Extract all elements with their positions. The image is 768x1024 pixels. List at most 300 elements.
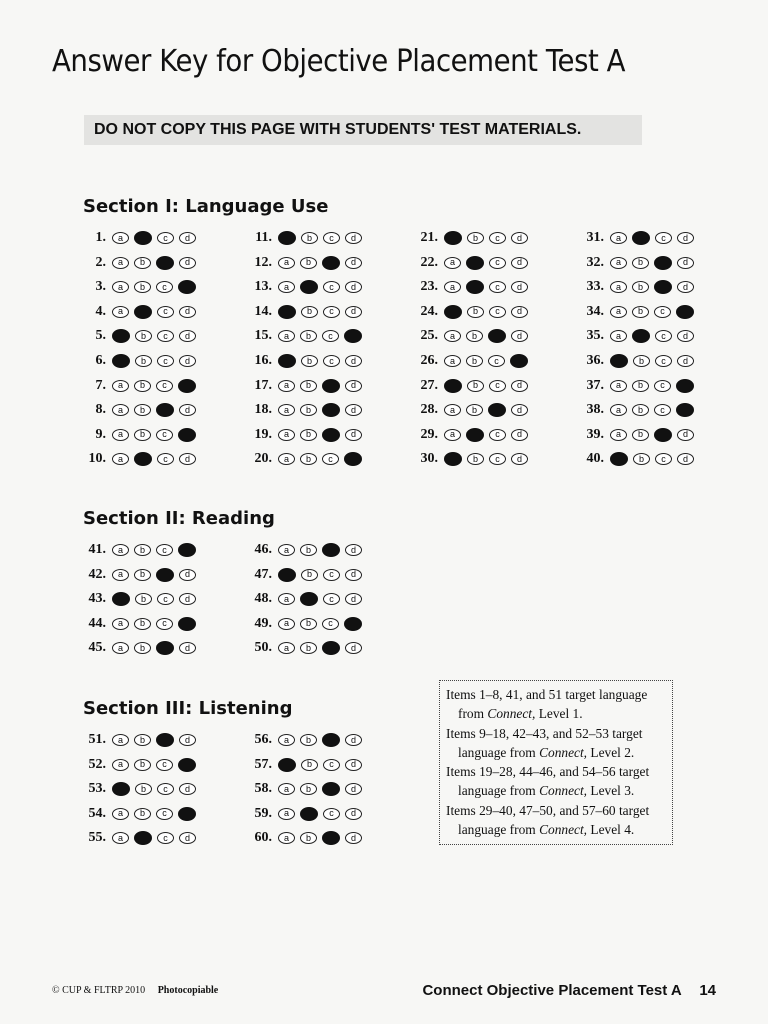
option-bubble-d: d	[511, 330, 528, 342]
level-note: Items 9–18, 42–43, and 52–53 target language from Connect, Level 2.	[446, 725, 643, 760]
answer-item	[578, 277, 699, 297]
item-number: 20.	[254, 451, 272, 467]
item-number: 10.	[88, 451, 106, 467]
option-bubble-c: c	[157, 330, 174, 342]
item-number: 34.	[586, 303, 604, 319]
filled-answer-bubble	[178, 543, 196, 557]
item-number: 22.	[420, 254, 438, 270]
option-bubble-b: b	[301, 306, 318, 318]
answer-item	[80, 449, 201, 469]
option-bubble-c: c	[157, 453, 174, 465]
copyright-text: © CUP & FLTRP 2010	[52, 985, 146, 996]
answer-item	[246, 277, 367, 297]
option-bubble-a: a	[278, 404, 295, 416]
item-number: 26.	[420, 353, 438, 368]
option-bubble-a: a	[278, 618, 295, 630]
filled-answer-bubble	[178, 807, 196, 821]
item-number: 9.	[95, 426, 106, 442]
option-bubble-c: c	[489, 257, 506, 269]
filled-answer-bubble	[156, 641, 174, 655]
item-number: 17.	[254, 377, 272, 393]
item-number: 12.	[254, 254, 272, 270]
option-bubble-c: c	[156, 281, 173, 293]
option-bubble-d: d	[179, 330, 196, 342]
option-bubble-c: c	[156, 429, 173, 441]
option-bubble-a: a	[278, 832, 295, 844]
option-bubble-c: c	[156, 808, 173, 820]
item-number: 43.	[88, 591, 106, 607]
option-bubble-d: d	[179, 734, 196, 746]
answer-item	[80, 376, 201, 396]
answer-item	[578, 228, 699, 248]
answer-item	[412, 449, 533, 469]
option-bubble-b: b	[300, 257, 317, 269]
answer-item	[246, 638, 367, 658]
answer-item	[80, 277, 201, 297]
option-bubble-b: b	[466, 330, 483, 342]
option-bubble-d: d	[677, 232, 694, 244]
option-bubble-d: d	[179, 232, 196, 244]
option-bubble-a: a	[112, 642, 129, 654]
answer-item	[80, 589, 201, 609]
filled-answer-bubble	[178, 617, 196, 631]
option-bubble-c: c	[157, 593, 174, 605]
option-bubble-d: d	[345, 808, 362, 820]
option-bubble-a: a	[278, 783, 295, 795]
option-bubble-a: a	[112, 618, 129, 630]
filled-answer-bubble	[134, 305, 152, 319]
option-bubble-a: a	[610, 330, 627, 342]
item-number: 51.	[88, 732, 106, 747]
option-bubble-d: d	[345, 281, 362, 293]
filled-answer-bubble	[466, 428, 484, 442]
option-bubble-c: c	[323, 569, 340, 581]
option-bubble-a: a	[112, 404, 129, 416]
option-bubble-b: b	[134, 642, 151, 654]
answer-item	[80, 351, 201, 371]
option-bubble-c: c	[323, 593, 340, 605]
option-bubble-d: d	[345, 734, 362, 746]
item-number: 29.	[420, 426, 438, 442]
footer-copyright	[52, 985, 218, 996]
filled-answer-bubble	[156, 568, 174, 582]
option-bubble-c: c	[157, 355, 174, 367]
filled-answer-bubble	[322, 641, 340, 655]
filled-answer-bubble	[654, 280, 672, 294]
option-bubble-d: d	[179, 569, 196, 581]
option-bubble-a: a	[610, 404, 627, 416]
filled-answer-bubble	[300, 280, 318, 294]
item-number: 16.	[254, 353, 272, 368]
option-bubble-b: b	[134, 380, 151, 392]
option-bubble-d: d	[345, 380, 362, 392]
option-bubble-b: b	[300, 618, 317, 630]
level-notes-box	[439, 680, 673, 845]
filled-answer-bubble	[178, 379, 196, 393]
copy-warning-banner: DO NOT COPY THIS PAGE WITH STUDENTS' TEST MATERIALS.	[84, 115, 642, 145]
option-bubble-c: c	[156, 759, 173, 771]
item-number: 52.	[88, 756, 106, 772]
option-bubble-b: b	[300, 734, 317, 746]
option-bubble-c: c	[156, 380, 173, 392]
item-number: 32.	[586, 254, 604, 270]
filled-answer-bubble	[444, 305, 462, 319]
option-bubble-b: b	[300, 404, 317, 416]
option-bubble-b: b	[134, 569, 151, 581]
filled-answer-bubble	[278, 231, 296, 245]
answer-item	[246, 400, 367, 420]
item-number: 14.	[254, 303, 272, 319]
option-bubble-b: b	[633, 355, 650, 367]
option-bubble-b: b	[134, 429, 151, 441]
option-bubble-c: c	[489, 232, 506, 244]
filled-answer-bubble	[322, 782, 340, 796]
item-number: 7.	[95, 377, 106, 393]
level-note: Items 19–28, 44–46, and 54–56 target language from Connect, Level 3.	[446, 764, 650, 799]
answer-item	[246, 540, 367, 560]
option-bubble-b: b	[632, 306, 649, 318]
option-bubble-a: a	[278, 380, 295, 392]
option-bubble-a: a	[278, 734, 295, 746]
filled-answer-bubble	[444, 231, 462, 245]
option-bubble-c: c	[156, 544, 173, 556]
option-bubble-d: d	[345, 429, 362, 441]
item-number: 56.	[254, 732, 272, 747]
option-bubble-c: c	[654, 404, 671, 416]
option-bubble-b: b	[300, 544, 317, 556]
option-bubble-b: b	[134, 808, 151, 820]
item-number: 11.	[255, 230, 272, 245]
option-bubble-b: b	[632, 380, 649, 392]
option-bubble-a: a	[112, 380, 129, 392]
filled-answer-bubble	[112, 782, 130, 796]
level-note: Items 1–8, 41, and 51 target language from Connect, Level 1.	[446, 687, 648, 722]
answer-item	[578, 302, 699, 322]
option-bubble-a: a	[112, 832, 129, 844]
answer-item	[246, 302, 367, 322]
option-bubble-d: d	[511, 257, 528, 269]
option-bubble-d: d	[677, 281, 694, 293]
answer-item	[412, 228, 533, 248]
item-number: 28.	[420, 402, 438, 418]
filled-answer-bubble	[156, 403, 174, 417]
filled-answer-bubble	[134, 831, 152, 845]
option-bubble-a: a	[444, 429, 461, 441]
option-bubble-d: d	[179, 642, 196, 654]
answer-item	[246, 376, 367, 396]
answer-item	[412, 253, 533, 273]
option-bubble-b: b	[632, 404, 649, 416]
option-bubble-b: b	[300, 642, 317, 654]
option-bubble-d: d	[677, 355, 694, 367]
option-bubble-a: a	[278, 453, 295, 465]
answer-item	[412, 425, 533, 445]
filled-answer-bubble	[322, 403, 340, 417]
item-number: 38.	[586, 402, 604, 418]
option-bubble-c: c	[157, 832, 174, 844]
answer-item	[80, 425, 201, 445]
option-bubble-a: a	[610, 232, 627, 244]
answer-item	[80, 828, 201, 848]
filled-answer-bubble	[610, 354, 628, 368]
option-bubble-b: b	[135, 783, 152, 795]
answer-item	[246, 804, 367, 824]
option-bubble-c: c	[489, 281, 506, 293]
answer-item	[246, 351, 367, 371]
filled-answer-bubble	[610, 452, 628, 466]
option-bubble-d: d	[179, 404, 196, 416]
option-bubble-b: b	[135, 355, 152, 367]
option-bubble-d: d	[511, 404, 528, 416]
option-bubble-a: a	[278, 593, 295, 605]
item-number: 15.	[254, 328, 272, 344]
option-bubble-d: d	[345, 569, 362, 581]
item-number: 5.	[95, 328, 106, 344]
option-bubble-b: b	[135, 593, 152, 605]
filled-answer-bubble	[300, 807, 318, 821]
answer-item	[578, 449, 699, 469]
option-bubble-c: c	[489, 306, 506, 318]
option-bubble-a: a	[278, 257, 295, 269]
option-bubble-c: c	[323, 306, 340, 318]
filled-answer-bubble	[178, 428, 196, 442]
item-number: 23.	[420, 279, 438, 295]
item-number: 18.	[254, 402, 272, 418]
option-bubble-b: b	[300, 330, 317, 342]
item-number: 27.	[420, 377, 438, 393]
book-title: Connect Objective Placement Test A	[422, 982, 682, 999]
filled-answer-bubble	[322, 256, 340, 270]
answer-item	[578, 253, 699, 273]
answer-item	[246, 449, 367, 469]
filled-answer-bubble	[510, 354, 528, 368]
item-number: 35.	[586, 328, 604, 344]
answer-item	[578, 326, 699, 346]
filled-answer-bubble	[444, 452, 462, 466]
option-bubble-d: d	[677, 330, 694, 342]
answer-item	[246, 589, 367, 609]
item-number: 4.	[95, 303, 106, 319]
option-bubble-c: c	[322, 330, 339, 342]
answer-item	[80, 302, 201, 322]
option-bubble-d: d	[179, 832, 196, 844]
filled-answer-bubble	[344, 617, 362, 631]
answer-item	[246, 228, 367, 248]
answer-item	[412, 400, 533, 420]
filled-answer-bubble	[278, 305, 296, 319]
option-bubble-d: d	[677, 453, 694, 465]
item-number: 48.	[254, 591, 272, 607]
option-bubble-a: a	[444, 404, 461, 416]
item-number: 60.	[254, 830, 272, 846]
option-bubble-b: b	[134, 618, 151, 630]
answer-item	[80, 228, 201, 248]
item-number: 45.	[88, 640, 106, 656]
item-number: 6.	[95, 353, 106, 368]
option-bubble-c: c	[322, 618, 339, 630]
answer-item	[412, 351, 533, 371]
option-bubble-b: b	[301, 759, 318, 771]
filled-answer-bubble	[466, 256, 484, 270]
filled-answer-bubble	[178, 758, 196, 772]
option-bubble-a: a	[112, 232, 129, 244]
option-bubble-b: b	[134, 734, 151, 746]
option-bubble-b: b	[134, 257, 151, 269]
filled-answer-bubble	[676, 403, 694, 417]
answer-item	[80, 326, 201, 346]
filled-answer-bubble	[488, 403, 506, 417]
option-bubble-a: a	[610, 257, 627, 269]
option-bubble-c: c	[655, 232, 672, 244]
item-number: 31.	[586, 230, 604, 245]
section-heading-language-use: Section I: Language Use	[83, 196, 329, 217]
filled-answer-bubble	[322, 379, 340, 393]
filled-answer-bubble	[676, 305, 694, 319]
option-bubble-d: d	[511, 232, 528, 244]
filled-answer-bubble	[632, 231, 650, 245]
item-number: 58.	[254, 781, 272, 797]
option-bubble-d: d	[345, 832, 362, 844]
option-bubble-b: b	[134, 281, 151, 293]
option-bubble-d: d	[345, 783, 362, 795]
option-bubble-c: c	[655, 453, 672, 465]
item-number: 21.	[420, 230, 438, 245]
option-bubble-d: d	[511, 429, 528, 441]
item-number: 37.	[586, 377, 604, 393]
option-bubble-a: a	[112, 544, 129, 556]
option-bubble-c: c	[322, 453, 339, 465]
filled-answer-bubble	[632, 329, 650, 343]
option-bubble-c: c	[489, 380, 506, 392]
option-bubble-b: b	[301, 569, 318, 581]
filled-answer-bubble	[344, 329, 362, 343]
filled-answer-bubble	[300, 592, 318, 606]
option-bubble-a: a	[278, 429, 295, 441]
option-bubble-c: c	[157, 783, 174, 795]
filled-answer-bubble	[344, 452, 362, 466]
page-title: Answer Key for Objective Placement Test A	[52, 44, 626, 79]
filled-answer-bubble	[322, 428, 340, 442]
option-bubble-d: d	[345, 642, 362, 654]
option-bubble-c: c	[157, 306, 174, 318]
answer-item	[578, 351, 699, 371]
item-number: 33.	[586, 279, 604, 295]
section-heading-listening: Section III: Listening	[83, 698, 293, 719]
option-bubble-d: d	[345, 257, 362, 269]
level-note: Items 29–40, 47–50, and 57–60 target language from Connect, Level 4.	[446, 802, 650, 838]
answer-item	[412, 302, 533, 322]
option-bubble-d: d	[345, 404, 362, 416]
option-bubble-a: a	[610, 281, 627, 293]
option-bubble-a: a	[610, 429, 627, 441]
option-bubble-d: d	[179, 306, 196, 318]
item-number: 19.	[254, 426, 272, 442]
item-number: 2.	[95, 254, 106, 270]
option-bubble-c: c	[655, 355, 672, 367]
filled-answer-bubble	[112, 354, 130, 368]
option-bubble-d: d	[511, 281, 528, 293]
option-bubble-b: b	[466, 355, 483, 367]
option-bubble-d: d	[345, 593, 362, 605]
filled-answer-bubble	[654, 256, 672, 270]
item-number: 47.	[254, 566, 272, 582]
item-number: 50.	[254, 640, 272, 656]
filled-answer-bubble	[112, 329, 130, 343]
item-number: 40.	[586, 451, 604, 467]
item-number: 44.	[88, 615, 106, 631]
option-bubble-d: d	[677, 257, 694, 269]
option-bubble-b: b	[300, 429, 317, 441]
filled-answer-bubble	[466, 280, 484, 294]
item-number: 42.	[88, 566, 106, 582]
answer-item	[80, 540, 201, 560]
item-number: 49.	[254, 615, 272, 631]
answer-item	[578, 376, 699, 396]
option-bubble-a: a	[112, 257, 129, 269]
answer-item	[246, 755, 367, 775]
filled-answer-bubble	[134, 452, 152, 466]
answer-item	[246, 614, 367, 634]
option-bubble-a: a	[278, 544, 295, 556]
answer-item	[80, 614, 201, 634]
option-bubble-b: b	[300, 380, 317, 392]
option-bubble-d: d	[345, 759, 362, 771]
option-bubble-c: c	[654, 306, 671, 318]
filled-answer-bubble	[112, 592, 130, 606]
option-bubble-b: b	[632, 257, 649, 269]
option-bubble-c: c	[654, 380, 671, 392]
item-number: 30.	[420, 451, 438, 467]
item-number: 36.	[586, 353, 604, 368]
option-bubble-a: a	[112, 429, 129, 441]
item-number: 1.	[95, 230, 106, 245]
filled-answer-bubble	[322, 733, 340, 747]
answer-item	[80, 755, 201, 775]
option-bubble-a: a	[444, 281, 461, 293]
answer-item	[578, 400, 699, 420]
filled-answer-bubble	[134, 231, 152, 245]
option-bubble-c: c	[655, 330, 672, 342]
option-bubble-a: a	[278, 808, 295, 820]
option-bubble-c: c	[323, 281, 340, 293]
option-bubble-b: b	[300, 453, 317, 465]
answer-item	[246, 253, 367, 273]
option-bubble-b: b	[135, 330, 152, 342]
option-bubble-d: d	[511, 380, 528, 392]
answer-item	[80, 804, 201, 824]
option-bubble-a: a	[444, 355, 461, 367]
option-bubble-d: d	[345, 306, 362, 318]
option-bubble-b: b	[300, 783, 317, 795]
filled-answer-bubble	[278, 758, 296, 772]
option-bubble-b: b	[466, 404, 483, 416]
option-bubble-a: a	[112, 759, 129, 771]
item-number: 8.	[95, 402, 106, 418]
answer-item	[578, 425, 699, 445]
answer-item	[412, 326, 533, 346]
answer-item	[246, 828, 367, 848]
option-bubble-d: d	[511, 306, 528, 318]
option-bubble-d: d	[179, 355, 196, 367]
answer-item	[246, 565, 367, 585]
filled-answer-bubble	[156, 733, 174, 747]
answer-item	[246, 779, 367, 799]
option-bubble-c: c	[323, 355, 340, 367]
option-bubble-b: b	[301, 232, 318, 244]
option-bubble-a: a	[112, 734, 129, 746]
answer-item	[412, 376, 533, 396]
option-bubble-b: b	[467, 380, 484, 392]
